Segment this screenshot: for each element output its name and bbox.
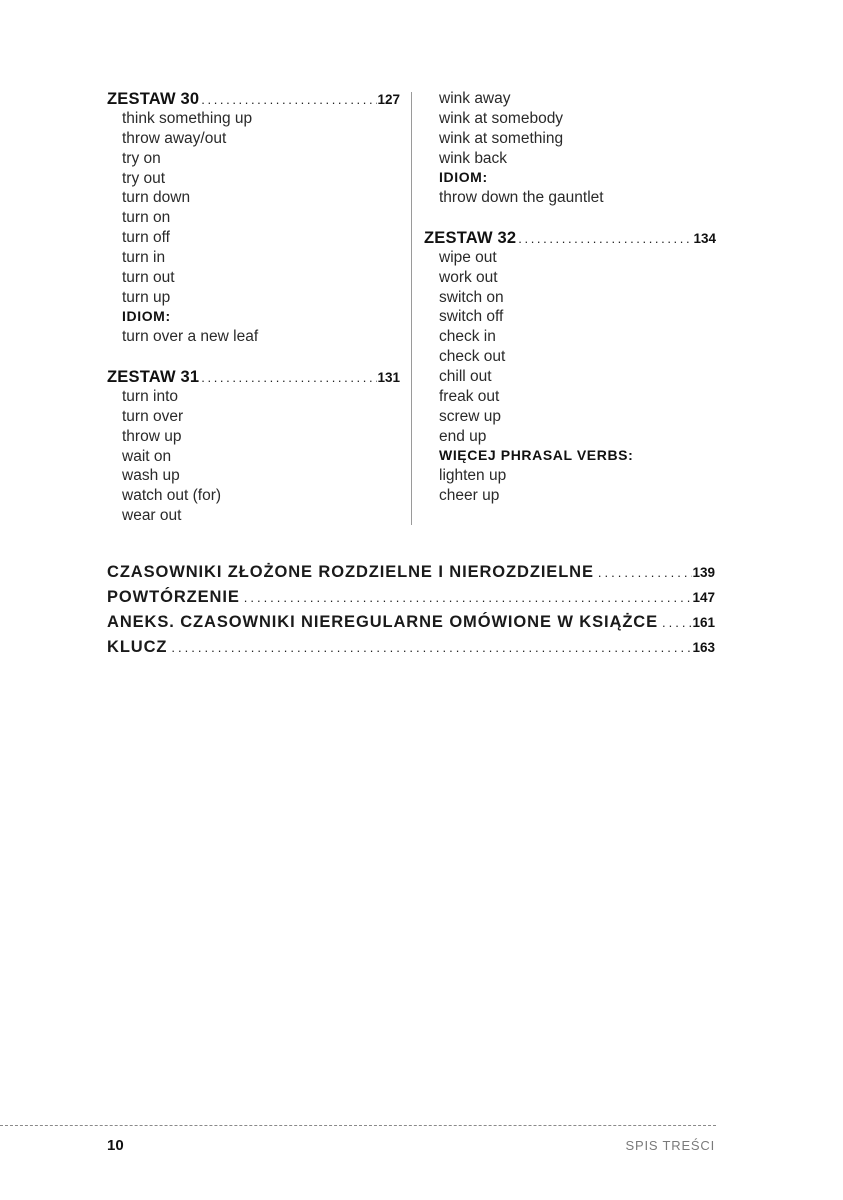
right-column	[424, 89, 716, 506]
toc-page-number: 139	[692, 565, 715, 580]
list-item: switch on	[439, 288, 504, 306]
section-page-number: 131	[377, 369, 400, 385]
section-title: ZESTAW 30	[107, 90, 200, 108]
list-item: turn over	[122, 407, 184, 425]
dot-leader	[199, 90, 377, 110]
section-heading-zestaw-32[interactable]	[424, 228, 716, 248]
list-item: work out	[439, 268, 498, 286]
list-item: think something up	[122, 110, 253, 127]
section-page-number: 134	[693, 230, 716, 246]
list-item: freak out	[439, 387, 500, 405]
idiom-label: IDIOM:	[439, 169, 488, 186]
list-item: end up	[439, 427, 487, 445]
idiom-item: turn over a new leaf	[122, 328, 259, 346]
list-item: throw up	[122, 427, 182, 445]
footer-page-number: 10	[107, 1137, 124, 1154]
more-phrasal-verbs-label: WIĘCEJ PHRASAL VERBS:	[439, 447, 634, 464]
list-item: wipe out	[439, 248, 497, 266]
toc-page-number: 161	[692, 615, 715, 630]
toc-page-number: 163	[692, 640, 715, 655]
section-title: ZESTAW 32	[424, 228, 517, 247]
list-item: wear out	[122, 507, 182, 525]
toc-page-number: 147	[692, 590, 715, 605]
dot-leader	[658, 610, 692, 635]
list-item: turn in	[122, 248, 166, 266]
toc-title: POWTÓRZENIE	[107, 588, 240, 606]
toc-title: ANEKS. CZASOWNIKI NIEREGULARNE OMÓWIONE W KSIĄŻCE	[107, 613, 659, 631]
list-item: wink away	[439, 90, 511, 107]
list-item: screw up	[439, 407, 502, 425]
list-item: throw away/out	[122, 129, 227, 147]
section-heading-zestaw-30[interactable]	[107, 89, 400, 109]
list-item: cheer up	[439, 487, 500, 505]
list-item: check out	[439, 348, 506, 366]
section-heading-zestaw-31[interactable]	[107, 367, 400, 387]
section-page-number: 127	[377, 92, 400, 107]
dot-leader	[199, 368, 377, 388]
list-item: check in	[439, 328, 496, 346]
toc-entry-aneks[interactable]	[107, 610, 715, 635]
list-item: wait on	[122, 447, 172, 465]
list-item: wink at somebody	[439, 109, 564, 127]
list-item: turn on	[122, 209, 171, 227]
dot-leader	[167, 635, 692, 660]
list-item: turn off	[122, 229, 170, 247]
toc-entry-klucz[interactable]	[107, 635, 715, 660]
list-item: wash up	[122, 467, 180, 485]
list-item: switch off	[439, 308, 504, 326]
list-item: try out	[122, 169, 166, 187]
list-item: turn out	[122, 268, 175, 286]
list-item: turn down	[122, 189, 191, 207]
list-item: watch out (for)	[122, 487, 222, 505]
toc-entry-powtorzenie[interactable]	[107, 585, 715, 610]
idiom-item: throw down the gauntlet	[439, 189, 604, 207]
left-column	[107, 89, 400, 526]
list-item: turn into	[122, 387, 179, 405]
footer-divider	[0, 1125, 716, 1126]
spacer	[424, 208, 716, 228]
dot-leader	[516, 229, 693, 249]
list-item: try on	[122, 149, 161, 167]
spacer	[107, 347, 400, 367]
dot-leader	[240, 585, 693, 610]
section-title: ZESTAW 31	[107, 367, 200, 386]
toc-title: KLUCZ	[107, 638, 168, 656]
list-item: lighten up	[439, 467, 507, 485]
toc-entry-czasowniki-zlozone[interactable]	[107, 560, 715, 585]
toc-title: CZASOWNIKI ZŁOŻONE ROZDZIELNE I NIEROZDZIELNE	[107, 563, 594, 581]
column-divider	[411, 92, 412, 525]
idiom-label: IDIOM:	[122, 308, 171, 325]
list-item: turn up	[122, 288, 171, 306]
table-of-contents	[107, 560, 715, 660]
list-item: wink back	[439, 149, 508, 167]
list-item: chill out	[439, 367, 492, 385]
list-item: wink at something	[439, 129, 564, 147]
footer-section-title: SPIS TREŚCI	[625, 1138, 715, 1153]
dot-leader	[594, 560, 693, 585]
